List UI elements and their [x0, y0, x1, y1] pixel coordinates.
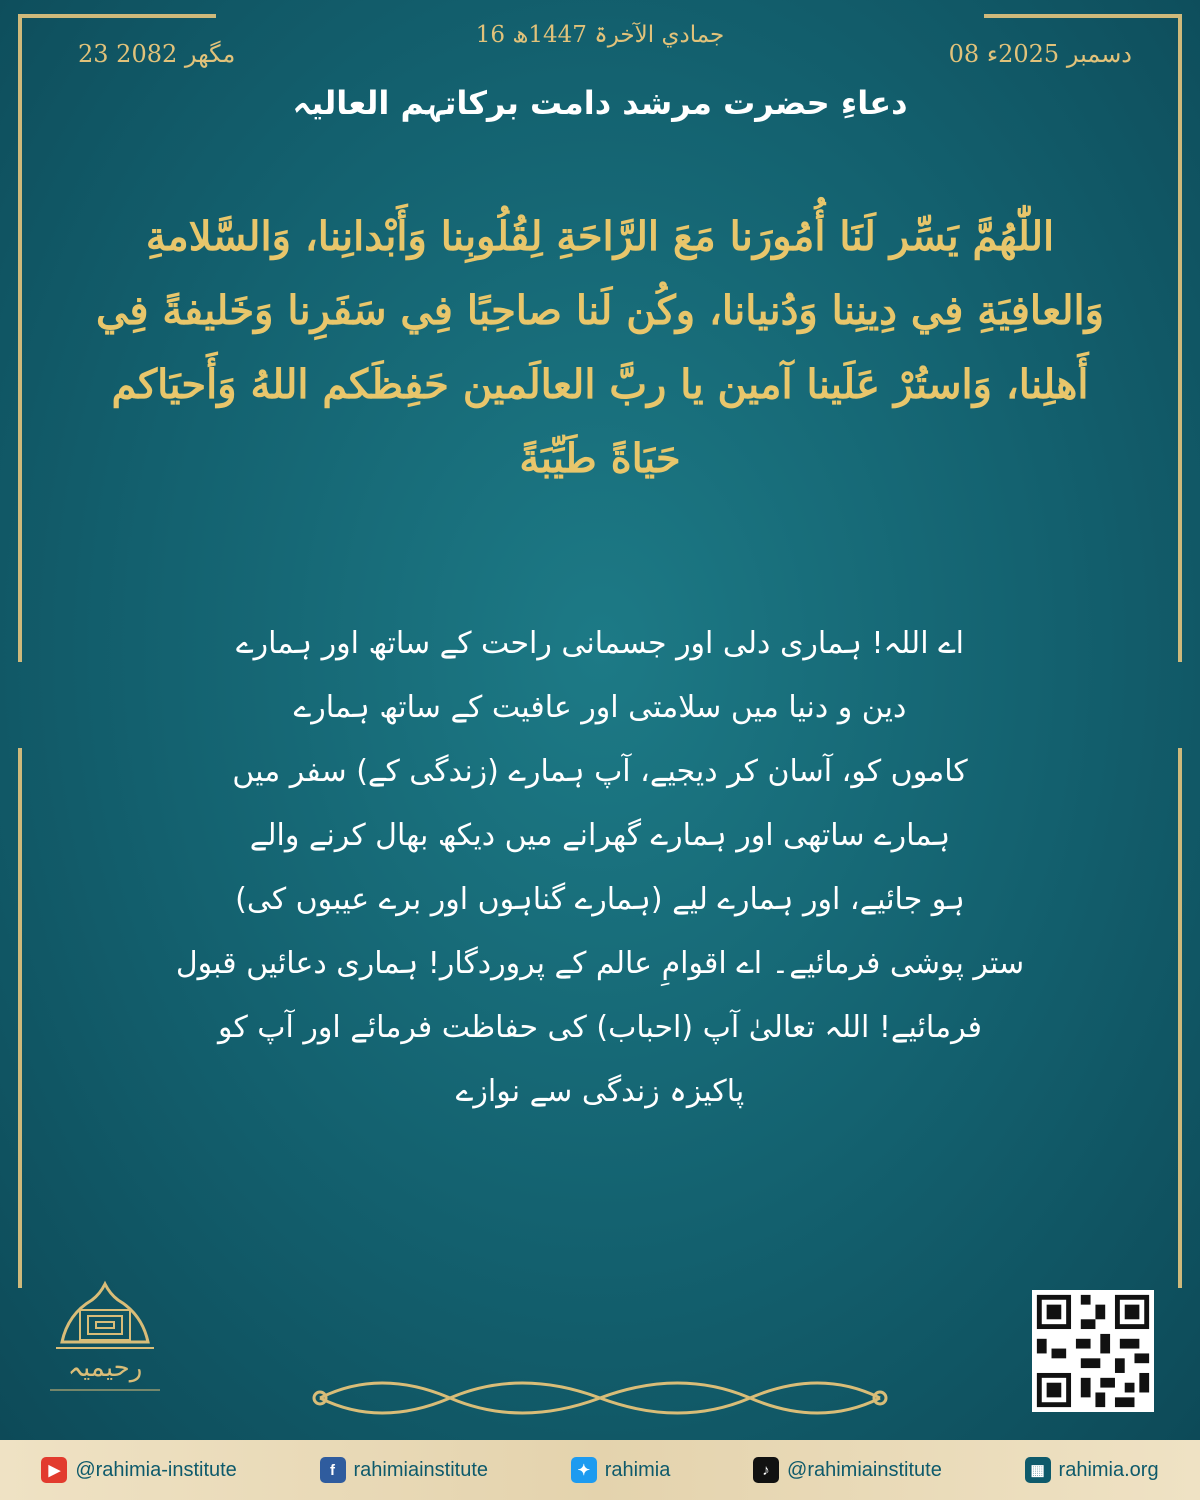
- urdu-line: اے اللہ! ہماری دلی اور جسمانی راحت کے ساتھ اور ہمارے: [236, 626, 964, 661]
- urdu-line: دین و دنیا میں سلامتی اور عافیت کے ساتھ ہمارے: [293, 690, 907, 725]
- page-title: دعاءِ حضرت مرشد دامت برکاتہم العالیہ: [292, 84, 908, 122]
- twitter-handle: rahimia: [604, 1458, 671, 1481]
- rahimia-logo-icon: [40, 1280, 170, 1410]
- youtube-link[interactable]: [41, 1457, 236, 1483]
- date-bikrami: 23 مگھر 2082: [78, 40, 236, 68]
- urdu-line: کاموں کو، آسان کر دیجیے، آپ ہمارے (زندگی کے) سفر میں: [232, 754, 968, 789]
- tiktok-icon: ♪: [753, 1457, 779, 1483]
- globe-icon: ▦: [1025, 1457, 1051, 1483]
- urdu-line: فرمائیے! اللہ تعالیٰ آپ (احباب) کی حفاظت فرمائے اور آپ کو: [217, 1010, 983, 1045]
- frame-right-lower: [1178, 748, 1182, 1288]
- urdu-line: ہو جائیے، اور ہمارے لیے (ہمارے گناہوں اور برے عیبوں کی): [235, 882, 965, 917]
- facebook-link[interactable]: [320, 1457, 489, 1483]
- urdu-line: ستر پوشی فرمائیے۔ اے اقوامِ عالم کے پروردگار! ہماری دعائیں قبول: [175, 946, 1025, 981]
- facebook-handle: rahimiainstitute: [353, 1458, 489, 1481]
- tiktok-handle: @rahimiainstitute: [787, 1458, 942, 1481]
- website-link[interactable]: [1025, 1457, 1159, 1483]
- date-gregorian: 08 دسمبر 2025ء: [948, 40, 1132, 68]
- frame-top-right: [984, 14, 1182, 18]
- urdu-line: ہمارے ساتھی اور ہمارے گھرانے میں دیکھ بھال کرنے والے: [249, 818, 951, 853]
- date-hijri: 16 جمادي الآخرۃ 1447ھ: [475, 22, 725, 48]
- twitter-link[interactable]: [571, 1457, 671, 1483]
- twitter-icon: ✦: [571, 1457, 597, 1483]
- website-url: rahimia.org: [1058, 1458, 1159, 1481]
- facebook-icon: f: [320, 1457, 346, 1483]
- urdu-line: پاکیزہ زندگی سے نوازے: [455, 1074, 745, 1109]
- logo-text: رحیمیہ: [67, 1353, 143, 1383]
- frame-top-left: [18, 14, 216, 18]
- urdu-translation: [150, 612, 1050, 1124]
- arabic-dua-text: اللّٰهُمَّ يَسِّر لَنَا أُمُورَنا مَعَ الرَّاحَةِ لِقُلُوبِنا وَأَبْدانِنا، وَالسَّلامةِ وَالعافِيَةِ فِي دِينِنا وَدُنيانا، وكُن لَنا صاحِبًا فِي سَفَرِنا وَخَليفةً فِي أَهلِنا، وَاستُرْ عَلَينا آمين يا ربَّ العالَمين حَفِظَكم اللهُ وَأَحيَاكم حَيَاةً طَيِّبَةً: [96, 213, 1104, 482]
- frame-left-lower: [18, 748, 22, 1288]
- qr-code-icon[interactable]: [1032, 1290, 1154, 1412]
- youtube-icon: ▶: [41, 1457, 67, 1483]
- footer-social-bar: [0, 1440, 1200, 1500]
- tiktok-link[interactable]: [753, 1457, 942, 1483]
- ornament-divider-icon: [300, 1368, 900, 1428]
- youtube-handle: @rahimia-institute: [75, 1458, 237, 1481]
